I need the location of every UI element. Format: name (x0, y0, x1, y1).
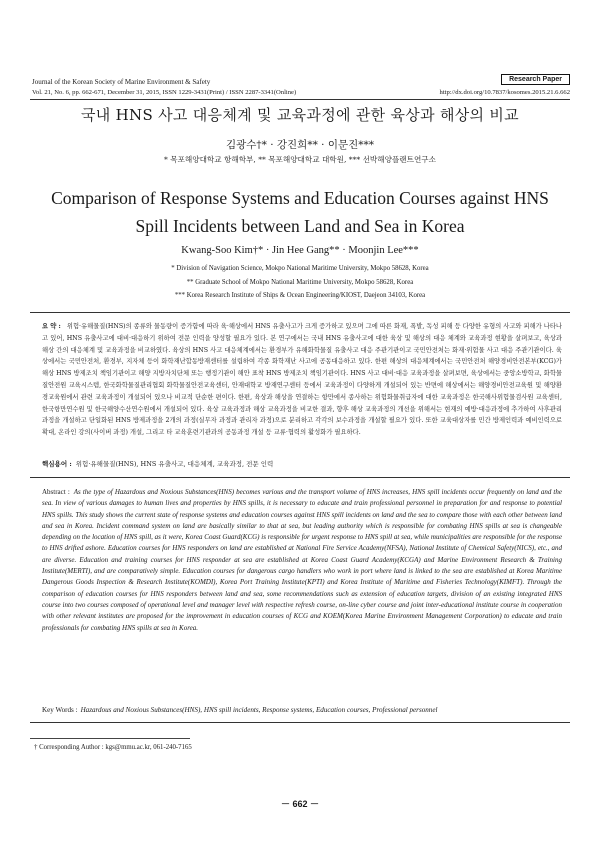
corresponding-author-footnote: † Corresponding Author : kgs@mmu.ac.kr, 061-240-7165 (34, 744, 192, 751)
english-authors: Kwang-Soo Kim†* · Jin Hee Gang** · Moonjin Lee*** (181, 245, 419, 256)
korean-authors: 김광수†* · 강진희** · 이문진*** (225, 139, 375, 151)
footnote-divider (30, 738, 190, 739)
korean-keywords (42, 459, 273, 468)
english-title-line-1: Comparison of Response Systems and Education Courses against HNS (51, 188, 549, 208)
korean-keywords-text: 위험·유해물질(HNS), HNS 유출사고, 대응체계, 교육과정, 전문 인력 (75, 460, 274, 468)
article-type-badge: Research Paper (501, 74, 570, 85)
abstract-bottom-divider (30, 722, 570, 723)
journal-name: Journal of the Korean Society of Marine Environment & Safety (32, 78, 211, 86)
english-keywords-text: Hazardous and Noxious Substances(HNS), HNS spill incidents, Response systems, Education courses, Professional personnel (80, 706, 438, 714)
header-divider (30, 99, 570, 100)
english-abstract-text: As the type of Hazardous and Noxious Substances(HNS) becomes various and the transport volume of HNS increases, HNS spill incidents occur frequently on land and the sea. In view of various damages to human lives and properties by HNS spills, it is necessary to educate and train professional personnel in preparation for and response to potential HNS spills. This study shows the current state of response systems and education courses against HNS spill incidents on land and the sea to compare those with each other between land and sea in Korea. Incident command system on land are basically similar to that at sea, but leading authority which is responsible for combating HNS spills at sea is changeable depending on the location of HNS spill, as it were, Korea Coast Guard(KCG) is responsible for urgent response to HNS spill at sea, while municipalities are responsible for the response to HNS drifted ashore. Education courses for HNS responders on land are established at National Fire Service Academy(NFSA), National Institute of Chemical Safety(NICS), etc., and are diverse. Education and training courses for HNS responder at sea are established at Korea Coast Guard Academy(KCGA) and Marine Environment Research & Training Institute(MERTI), and are comparatively simple. Education courses for dangerous cargo handlers who work in port where land is linked to the sea are established at Korea Maritime Dangerous Goods Inspection & Research Institute(KOMDI), Korea Port Training Institute(KPTI) and Korea Institute of Maritime and Fisheries Technology(KIMFT). Through the comparison of education courses for HNS responders between land and sea, some recommendations such as extension of education targets, division of an existing integrated HNS course into two courses composed of operational level and manager level with respective refresh course, on-line cyber course and joint inter-educational institute course in cooperation with other relevant institutes are proposed for the improvement in education courses of KCG and KOEM(Korea Marine Environment Management Corporation) to educate and train professionals for combating HNS spills at sea in Korea. (42, 488, 562, 632)
english-affiliation-2: ** Graduate School of Mokpo National Maritime University, Mokpo 58628, Korea (186, 279, 414, 286)
english-affiliation-1: * Division of Navigation Science, Mokpo National Maritime University, Mokpo 58628, Korea (171, 265, 429, 272)
korean-abstract (42, 321, 562, 439)
abstract-middle-divider (30, 477, 570, 478)
volume-issue-line: Vol. 21, No. 6, pp. 662-671, December 31, 2015, ISSN 1229-3431(Print) / ISSN 2287-3341(Online) (32, 89, 297, 96)
english-abstract (42, 487, 562, 634)
korean-affiliations: * 목포해양대학교 항해학부, ** 목포해양대학교 대학원, *** 선박해양플랜트연구소 (164, 155, 436, 164)
doi-link[interactable]: http://dx.doi.org/10.7837/kosomes.2015.21.6.662 (439, 89, 570, 96)
korean-keywords-label: 핵심용어 : (42, 460, 72, 468)
english-title-line-2: Spill Incidents between Land and Sea in Korea (135, 216, 465, 236)
korean-abstract-label: 요 약 : (42, 323, 61, 330)
korean-abstract-text: 위험·유해물질(HNS)의 종류와 물동량이 증가함에 따라 육·해상에서 HNS 유출사고가 크게 증가하고 있으며 그에 따른 화재, 폭발, 독성 피해 등 다양한 유형의 사고와 피해가 나타나고 있어, HNS 유출사고에 대비·대응하기 위하여 전문 인력을 양성할 필요가 있다. 본 연구에서는 국내 HNS 유출사고에 대한 육상 및 해상의 대응 체계와 교육과정 현황을 살펴보고, 육상과 해상 간의 대응체계 및 교육과정을 비교하였다. 육상의 HNS 사고 대응체계에서는 환경부가 유해화학물질 유출사고 대응 주관기관이고 국민안전처는 화재·위험물 사고 대응 주관기관이다. 육상에서는 국민안전처, 환경부, 지자체 등이 화학재난합동방재센터를 설립하여 각종 화학재난 사고에 공동대응하고 있다. 한편 해상의 대응체계에서는 국민안전처 해양경비안전본부(KCG)가 해상 HNS 방제조치 책임기관이고 해양 지방자치단체 또는 행정기관이 해안 표착 HNS 방제조치 책임기관이다. HNS 사고 대비·대응 교육과정을 살펴보면, 육상에서는 중앙소방학교, 화학물질안전원 교육시스템, 한국화학물질관리협회 화학물질안전교육센터, 안재대학교 방재연구센터 등에서 교육과정이 다양하게 개설되어 있는 반면에 해상에서는 해양경비안전교육원 및 해양환경교육원에서 관련 교육과정이 개설되어 있으나 비교적 단순한 편이다. 한편, 육상과 해상을 연결하는 항만에서 종사하는 위험화물취급자에 대한 교육과정은 한국해사위험물검사원 교육센터, 한국항만연수원 및 한국해양수산연수원에서 개설되어 있다. 육상 교육과정과 해상 교육과정을 비교한 결과, 향후 해상 교육과정의 개선을 위해서는 현재의 예방·대응과정에 추가하여 사후관리과정을 개설하고 단일화된 HNS 방제과정을 2개의 과정(실무자 과정과 관리자 과정)으로 분리하고 각각의 보수과정을 개설할 필요가 있다. 또한 교육대상자를 민간 방제인력과 예비인력으로 확대, 온라인 강의(사이버 과정) 개설, 그리고 타 교육훈련기관과의 공동과정 개설 등 교류·협력의 활성화가 필요하다. (42, 323, 563, 437)
english-keywords (42, 706, 437, 714)
abstract-top-divider (30, 312, 570, 313)
page-number: － 662 － (280, 799, 320, 809)
english-title (0, 184, 600, 240)
english-keywords-label: Key Words : (42, 706, 78, 714)
english-affiliation-3: *** Korea Research Institute of Ships & Ocean Engineering/KIOST, Daejeon 34103, Korea (174, 292, 426, 299)
english-abstract-label: Abstract : (42, 488, 70, 496)
korean-title: 국내 HNS 사고 대응체계 및 교육과정에 관한 육상과 해상의 비교 (81, 106, 519, 124)
